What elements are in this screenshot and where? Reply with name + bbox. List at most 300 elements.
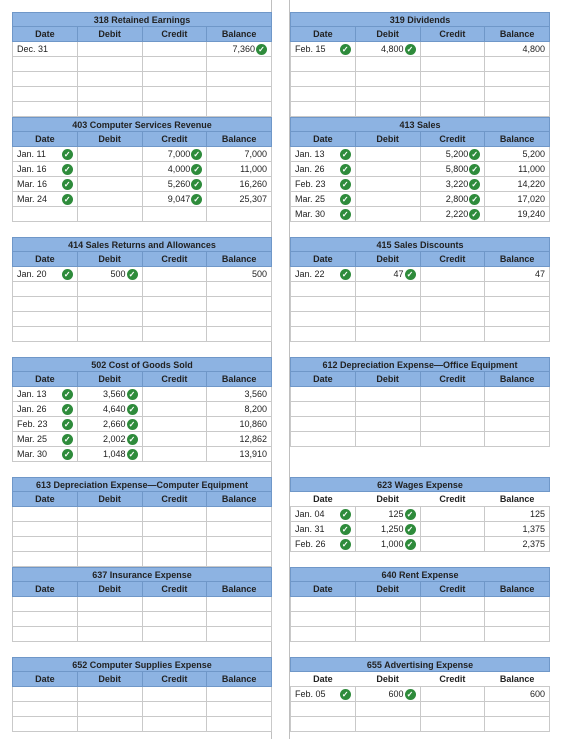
empty-ledger-row — [291, 387, 550, 402]
empty-cell[interactable] — [77, 282, 142, 297]
date-cell[interactable] — [13, 447, 78, 462]
balance-cell[interactable] — [207, 387, 272, 402]
date-cell[interactable] — [291, 177, 356, 192]
empty-cell[interactable] — [77, 627, 142, 642]
empty-cell[interactable] — [291, 432, 356, 447]
ledger-a414 — [12, 237, 272, 342]
credit-cell[interactable] — [420, 42, 485, 57]
balance-cell[interactable] — [485, 207, 550, 222]
credit-cell[interactable] — [142, 387, 207, 402]
ledger-row — [291, 207, 550, 222]
empty-cell[interactable] — [207, 597, 272, 612]
column-header-balance: Balance — [207, 252, 272, 267]
debit-cell[interactable] — [355, 687, 420, 702]
empty-cell[interactable] — [13, 627, 78, 642]
balance-value: 600 — [529, 689, 545, 699]
credit-value: 7,000 — [167, 149, 191, 159]
empty-cell[interactable] — [485, 597, 550, 612]
empty-cell[interactable] — [142, 507, 207, 522]
empty-cell[interactable] — [420, 282, 485, 297]
empty-cell[interactable] — [207, 282, 272, 297]
balance-value: 125 — [529, 509, 545, 519]
empty-cell[interactable] — [420, 432, 485, 447]
check-circle-icon: ✓ — [127, 449, 138, 460]
empty-cell[interactable] — [77, 687, 142, 702]
empty-cell[interactable] — [13, 297, 78, 312]
empty-cell[interactable] — [142, 72, 207, 87]
empty-cell[interactable] — [207, 687, 272, 702]
empty-cell[interactable] — [77, 327, 142, 342]
empty-cell[interactable] — [291, 87, 356, 102]
credit-cell[interactable] — [420, 162, 485, 177]
empty-cell[interactable] — [13, 717, 78, 732]
empty-cell[interactable] — [207, 57, 272, 72]
ledger-a319 — [290, 12, 550, 117]
date-cell[interactable] — [13, 432, 78, 447]
empty-cell[interactable] — [142, 207, 207, 222]
balance-cell[interactable] — [207, 192, 272, 207]
date-cell[interactable] — [13, 417, 78, 432]
balance-cell[interactable] — [485, 147, 550, 162]
debit-cell[interactable] — [77, 432, 142, 447]
column-header-date: Date — [291, 672, 356, 687]
empty-cell[interactable] — [13, 507, 78, 522]
credit-cell[interactable] — [142, 417, 207, 432]
empty-cell[interactable] — [77, 87, 142, 102]
empty-cell[interactable] — [355, 597, 420, 612]
date-cell[interactable] — [291, 162, 356, 177]
empty-cell[interactable] — [485, 627, 550, 642]
balance-cell[interactable] — [207, 42, 272, 57]
empty-cell[interactable] — [207, 297, 272, 312]
debit-cell[interactable] — [355, 177, 420, 192]
debit-cell[interactable] — [355, 537, 420, 552]
empty-cell[interactable] — [142, 597, 207, 612]
empty-cell[interactable] — [142, 282, 207, 297]
ledger-row — [13, 192, 272, 207]
empty-cell[interactable] — [142, 537, 207, 552]
empty-cell[interactable] — [420, 312, 485, 327]
empty-cell[interactable] — [207, 522, 272, 537]
check-circle-icon: ✓ — [340, 509, 351, 520]
empty-cell[interactable] — [13, 612, 78, 627]
date-cell[interactable] — [291, 42, 356, 57]
balance-cell[interactable] — [207, 147, 272, 162]
balance-cell[interactable] — [485, 177, 550, 192]
empty-cell[interactable] — [420, 87, 485, 102]
empty-cell[interactable] — [355, 627, 420, 642]
credit-cell[interactable] — [420, 207, 485, 222]
check-circle-icon: ✓ — [62, 419, 73, 430]
column-header-credit: Credit — [142, 27, 207, 42]
empty-cell[interactable] — [485, 102, 550, 117]
debit-cell[interactable] — [77, 417, 142, 432]
empty-cell[interactable] — [355, 102, 420, 117]
empty-cell[interactable] — [13, 552, 78, 567]
balance-cell[interactable] — [485, 267, 550, 282]
empty-ledger-row — [13, 327, 272, 342]
empty-cell[interactable] — [291, 717, 356, 732]
empty-cell[interactable] — [355, 327, 420, 342]
empty-ledger-row — [13, 537, 272, 552]
empty-cell[interactable] — [142, 687, 207, 702]
debit-cell[interactable] — [355, 207, 420, 222]
date-cell[interactable] — [291, 147, 356, 162]
empty-cell[interactable] — [291, 387, 356, 402]
check-circle-icon: ✓ — [62, 179, 73, 190]
column-header-credit: Credit — [420, 582, 485, 597]
empty-cell[interactable] — [355, 702, 420, 717]
check-circle-icon: ✓ — [191, 179, 202, 190]
empty-cell[interactable] — [485, 282, 550, 297]
date-value: Jan. 16 — [17, 164, 47, 174]
empty-cell[interactable] — [77, 597, 142, 612]
debit-cell[interactable] — [355, 147, 420, 162]
balance-cell[interactable] — [485, 162, 550, 177]
empty-cell[interactable] — [485, 72, 550, 87]
empty-cell[interactable] — [291, 312, 356, 327]
empty-cell[interactable] — [291, 612, 356, 627]
check-circle-icon: ✓ — [127, 404, 138, 415]
empty-cell[interactable] — [355, 87, 420, 102]
empty-cell[interactable] — [207, 102, 272, 117]
empty-cell[interactable] — [485, 402, 550, 417]
empty-cell[interactable] — [291, 57, 356, 72]
credit-cell[interactable] — [142, 402, 207, 417]
date-value: Mar. 30 — [295, 209, 326, 219]
check-circle-icon: ✓ — [405, 509, 416, 520]
ledger-a655 — [290, 657, 550, 732]
debit-cell[interactable] — [77, 267, 142, 282]
column-header-date: Date — [291, 27, 356, 42]
balance-cell[interactable] — [207, 267, 272, 282]
empty-cell[interactable] — [207, 72, 272, 87]
column-header-debit: Debit — [77, 132, 142, 147]
date-cell[interactable] — [13, 192, 78, 207]
date-cell[interactable] — [291, 267, 356, 282]
empty-cell[interactable] — [13, 282, 78, 297]
empty-cell[interactable] — [142, 57, 207, 72]
empty-cell[interactable] — [13, 597, 78, 612]
empty-cell[interactable] — [355, 282, 420, 297]
empty-cell[interactable] — [420, 402, 485, 417]
empty-cell[interactable] — [485, 717, 550, 732]
empty-cell[interactable] — [142, 327, 207, 342]
date-value: Feb. 15 — [295, 44, 326, 54]
empty-cell[interactable] — [485, 57, 550, 72]
empty-cell[interactable] — [207, 537, 272, 552]
empty-cell[interactable] — [207, 702, 272, 717]
empty-cell[interactable] — [13, 537, 78, 552]
empty-cell[interactable] — [77, 57, 142, 72]
empty-cell[interactable] — [485, 297, 550, 312]
check-circle-icon: ✓ — [405, 539, 416, 550]
empty-cell[interactable] — [13, 57, 78, 72]
empty-cell[interactable] — [291, 282, 356, 297]
empty-cell[interactable] — [142, 312, 207, 327]
empty-cell[interactable] — [77, 507, 142, 522]
empty-cell[interactable] — [355, 417, 420, 432]
date-cell[interactable] — [291, 192, 356, 207]
debit-cell[interactable] — [77, 447, 142, 462]
credit-cell[interactable] — [420, 687, 485, 702]
empty-cell[interactable] — [485, 702, 550, 717]
debit-value: 3,560 — [102, 389, 126, 399]
empty-cell[interactable] — [77, 102, 142, 117]
empty-cell[interactable] — [13, 327, 78, 342]
date-cell[interactable] — [13, 162, 78, 177]
check-circle-icon: ✓ — [469, 194, 480, 205]
balance-value: 13,910 — [239, 449, 267, 459]
empty-cell[interactable] — [77, 552, 142, 567]
empty-cell[interactable] — [207, 207, 272, 222]
debit-cell[interactable] — [355, 162, 420, 177]
credit-cell[interactable] — [142, 177, 207, 192]
empty-cell[interactable] — [142, 627, 207, 642]
credit-value: 5,260 — [167, 179, 191, 189]
debit-cell[interactable] — [355, 267, 420, 282]
empty-cell[interactable] — [355, 717, 420, 732]
balance-cell[interactable] — [207, 402, 272, 417]
date-cell[interactable] — [291, 522, 356, 537]
empty-cell[interactable] — [291, 402, 356, 417]
balance-cell[interactable] — [207, 432, 272, 447]
empty-cell[interactable] — [291, 597, 356, 612]
empty-ledger-row — [291, 597, 550, 612]
credit-cell[interactable] — [142, 432, 207, 447]
debit-cell[interactable] — [355, 522, 420, 537]
empty-cell[interactable] — [291, 72, 356, 87]
check-circle-icon: ✓ — [469, 164, 480, 175]
empty-cell[interactable] — [355, 312, 420, 327]
account-title: 414 Sales Returns and Allowances — [13, 238, 272, 252]
empty-cell[interactable] — [77, 312, 142, 327]
debit-cell[interactable] — [77, 192, 142, 207]
date-cell[interactable] — [13, 147, 78, 162]
credit-cell[interactable] — [142, 42, 207, 57]
debit-value: 47 — [393, 269, 404, 279]
column-header-debit: Debit — [77, 372, 142, 387]
empty-cell[interactable] — [207, 87, 272, 102]
credit-cell[interactable] — [420, 507, 485, 522]
balance-cell[interactable] — [485, 522, 550, 537]
balance-cell[interactable] — [485, 537, 550, 552]
debit-cell[interactable] — [77, 387, 142, 402]
credit-cell[interactable] — [142, 147, 207, 162]
date-cell[interactable] — [13, 42, 78, 57]
empty-cell[interactable] — [485, 432, 550, 447]
empty-cell[interactable] — [485, 417, 550, 432]
date-value: Jan. 20 — [17, 269, 47, 279]
empty-cell[interactable] — [485, 87, 550, 102]
empty-ledger-row — [13, 207, 272, 222]
empty-cell[interactable] — [291, 627, 356, 642]
empty-cell[interactable] — [207, 552, 272, 567]
empty-cell[interactable] — [420, 612, 485, 627]
empty-cell[interactable] — [77, 702, 142, 717]
empty-cell[interactable] — [485, 387, 550, 402]
empty-cell[interactable] — [77, 717, 142, 732]
check-circle-icon: ✓ — [405, 44, 416, 55]
date-cell[interactable] — [13, 387, 78, 402]
empty-cell[interactable] — [207, 507, 272, 522]
check-circle-icon: ✓ — [405, 269, 416, 280]
debit-cell[interactable] — [355, 192, 420, 207]
credit-cell[interactable] — [142, 447, 207, 462]
column-header-credit: Credit — [420, 372, 485, 387]
empty-cell[interactable] — [77, 612, 142, 627]
check-circle-icon: ✓ — [340, 524, 351, 535]
column-header-debit: Debit — [355, 372, 420, 387]
empty-cell[interactable] — [77, 522, 142, 537]
credit-cell[interactable] — [420, 537, 485, 552]
empty-cell[interactable] — [77, 537, 142, 552]
empty-cell[interactable] — [420, 387, 485, 402]
column-header-date: Date — [13, 132, 78, 147]
credit-cell[interactable] — [420, 267, 485, 282]
date-cell[interactable] — [291, 207, 356, 222]
empty-cell[interactable] — [420, 597, 485, 612]
credit-cell[interactable] — [420, 192, 485, 207]
column-header-debit: Debit — [355, 132, 420, 147]
column-header-balance: Balance — [207, 492, 272, 507]
empty-cell[interactable] — [420, 717, 485, 732]
empty-cell[interactable] — [13, 687, 78, 702]
empty-cell[interactable] — [420, 627, 485, 642]
empty-cell[interactable] — [142, 717, 207, 732]
empty-cell[interactable] — [485, 612, 550, 627]
empty-cell[interactable] — [207, 312, 272, 327]
empty-cell[interactable] — [142, 612, 207, 627]
balance-value: 10,860 — [239, 419, 267, 429]
empty-cell[interactable] — [420, 417, 485, 432]
date-cell[interactable] — [13, 177, 78, 192]
empty-cell[interactable] — [355, 57, 420, 72]
empty-cell[interactable] — [420, 327, 485, 342]
empty-cell[interactable] — [420, 57, 485, 72]
empty-cell[interactable] — [142, 297, 207, 312]
date-cell[interactable] — [13, 402, 78, 417]
empty-cell[interactable] — [355, 612, 420, 627]
empty-cell[interactable] — [77, 207, 142, 222]
empty-cell[interactable] — [13, 87, 78, 102]
debit-cell[interactable] — [77, 147, 142, 162]
balance-cell[interactable] — [207, 162, 272, 177]
debit-cell[interactable] — [77, 162, 142, 177]
empty-ledger-row — [291, 612, 550, 627]
credit-cell[interactable] — [420, 522, 485, 537]
date-value: Feb. 23 — [295, 179, 326, 189]
date-value: Feb. 26 — [295, 539, 326, 549]
empty-cell[interactable] — [207, 717, 272, 732]
empty-cell[interactable] — [13, 702, 78, 717]
credit-value: 5,800 — [445, 164, 469, 174]
empty-cell[interactable] — [142, 102, 207, 117]
balance-cell[interactable] — [485, 507, 550, 522]
credit-cell[interactable] — [420, 147, 485, 162]
balance-value: 14,220 — [517, 179, 545, 189]
empty-cell[interactable] — [355, 297, 420, 312]
debit-value: 1,048 — [102, 449, 126, 459]
empty-cell[interactable] — [142, 522, 207, 537]
empty-cell[interactable] — [355, 432, 420, 447]
empty-cell[interactable] — [77, 297, 142, 312]
empty-ledger-row — [13, 717, 272, 732]
empty-ledger-row — [13, 282, 272, 297]
empty-cell[interactable] — [207, 627, 272, 642]
balance-cell[interactable] — [485, 192, 550, 207]
debit-cell[interactable] — [77, 42, 142, 57]
credit-cell[interactable] — [142, 192, 207, 207]
check-circle-icon: ✓ — [405, 689, 416, 700]
empty-cell[interactable] — [13, 72, 78, 87]
date-cell[interactable] — [291, 687, 356, 702]
column-header-debit: Debit — [355, 252, 420, 267]
empty-cell[interactable] — [291, 102, 356, 117]
empty-cell[interactable] — [355, 402, 420, 417]
debit-cell[interactable] — [77, 402, 142, 417]
date-cell[interactable] — [291, 507, 356, 522]
credit-cell[interactable] — [142, 162, 207, 177]
empty-cell[interactable] — [291, 417, 356, 432]
empty-cell[interactable] — [291, 327, 356, 342]
credit-cell[interactable] — [142, 267, 207, 282]
check-circle-icon: ✓ — [127, 389, 138, 400]
balance-value: 17,020 — [517, 194, 545, 204]
empty-ledger-row — [291, 102, 550, 117]
empty-cell[interactable] — [420, 297, 485, 312]
empty-cell[interactable] — [420, 702, 485, 717]
debit-cell[interactable] — [77, 177, 142, 192]
empty-cell[interactable] — [485, 327, 550, 342]
empty-cell[interactable] — [485, 312, 550, 327]
empty-cell[interactable] — [13, 102, 78, 117]
check-circle-icon: ✓ — [340, 539, 351, 550]
empty-cell[interactable] — [355, 72, 420, 87]
date-value: Feb. 05 — [295, 689, 326, 699]
empty-cell[interactable] — [142, 702, 207, 717]
empty-cell[interactable] — [420, 72, 485, 87]
date-cell[interactable] — [291, 537, 356, 552]
balance-cell[interactable] — [485, 687, 550, 702]
balance-cell[interactable] — [485, 42, 550, 57]
empty-cell[interactable] — [77, 72, 142, 87]
empty-cell[interactable] — [13, 207, 78, 222]
ledger-row — [13, 42, 272, 57]
empty-cell[interactable] — [291, 702, 356, 717]
empty-cell[interactable] — [13, 312, 78, 327]
empty-cell[interactable] — [13, 522, 78, 537]
empty-cell[interactable] — [142, 87, 207, 102]
balance-cell[interactable] — [207, 417, 272, 432]
empty-cell[interactable] — [420, 102, 485, 117]
check-circle-icon: ✓ — [62, 449, 73, 460]
debit-cell[interactable] — [355, 507, 420, 522]
debit-cell[interactable] — [355, 42, 420, 57]
date-cell[interactable] — [13, 267, 78, 282]
empty-cell[interactable] — [207, 612, 272, 627]
empty-ledger-row — [13, 552, 272, 567]
empty-cell[interactable] — [207, 327, 272, 342]
empty-cell[interactable] — [291, 297, 356, 312]
credit-cell[interactable] — [420, 177, 485, 192]
date-value: Mar. 24 — [17, 194, 48, 204]
balance-cell[interactable] — [207, 177, 272, 192]
ledger-a623 — [290, 477, 550, 552]
empty-cell[interactable] — [355, 387, 420, 402]
empty-cell[interactable] — [142, 552, 207, 567]
balance-cell[interactable] — [207, 447, 272, 462]
